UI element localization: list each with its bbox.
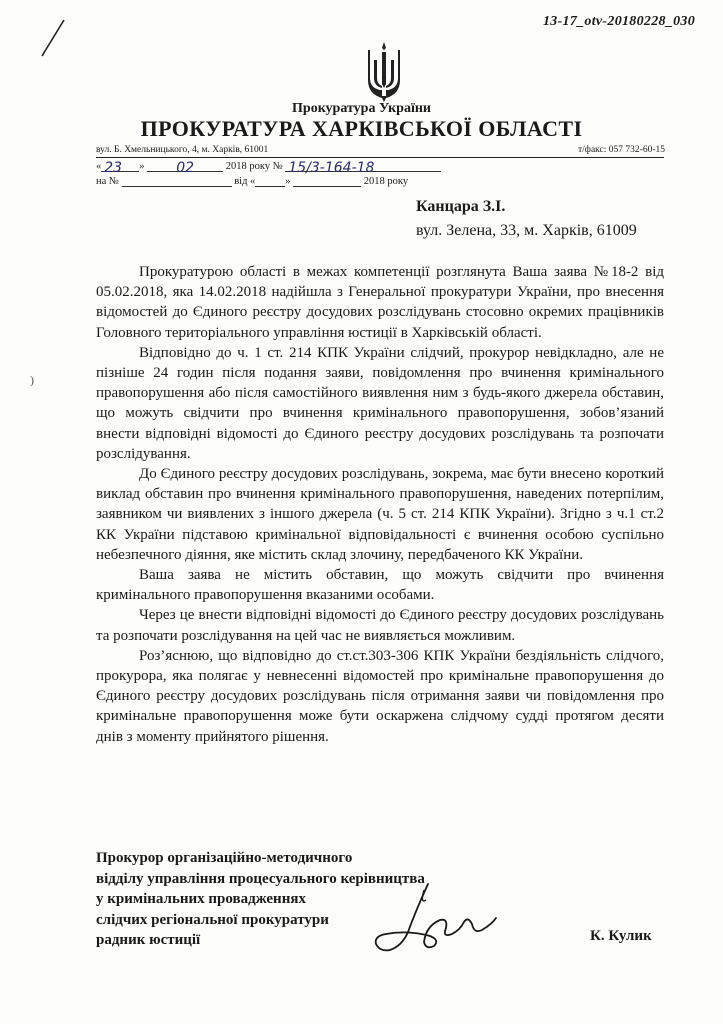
body-paragraph: До Єдиного реєстру досудових розслідувань, зокрема, має бути внесено короткий виклад обставин про вчинення кримінального правопорушення, наведених потерпілим, заявником чи виявлених з іншого джерела (ч. 5 ст. 214 КПК України). Згідно з ч.1 ст.2 КК України підставою кримінальної відповідальності є вчинення особою суспільно небезпечного діяння, яке містить склад злочину, передбаченого КК України. [96,466,664,563]
incoming-year-label: 2018 року [363,176,409,187]
outgoing-day: 23 [101,160,139,172]
body-paragraph: Ваша заява не містить обставин, що можуть свідчити про вчинення кримінального правопорушення вказаними особами. [96,567,664,604]
body-paragraph: Через це внести відповідні відомості до Єдиного реєстру досудових розслідувань та розпочати розслідування на цей час не виявляється можливим. [96,607,664,644]
trident-emblem-icon [364,40,404,102]
incoming-day-blank [255,175,285,187]
open-quote: « [96,161,102,172]
office-name: ПРОКУРАТУРА ХАРКІВСЬКОЇ ОБЛАСТІ [140,116,583,141]
body-paragraph: Прокуратурою області в межах компетенції розглянута Ваша заява №18-2 від 05.02.2018, яка 14.02.2018 надійшла з Генеральної прокуратури України, про внесення відомостей до Єдиного реєстру досудових розслідувань стосовно окремих працівників Головного територіального управління юстиції в Харківській області. [96,264,664,341]
header-rule [96,157,664,158]
incoming-close-quote: » [285,176,291,187]
signatory-line: відділу управління процесуального керівництва [96,870,425,887]
incoming-number-blank [122,175,232,187]
close-quote: » [139,161,145,172]
signatory-line: Прокурор організаційно-методичного [96,850,353,866]
letter-body [96,262,664,747]
incoming-date-label: від « [234,176,256,187]
signatory-line: у кримінальних провадженнях [96,891,306,907]
incoming-registration [96,175,408,187]
incoming-month-blank [293,175,361,187]
body-paragraph: Роз’яснюю, що відповідно до ст.ст.303-306 КПК України бездіяльність слідчого, прокурора, яка полягає у невнесенні відомостей про кримінальне правопорушення до Єдиного реєстру досудових розслідувань після отримання заяви чи повідомлення про кримінальне правопорушення може бути оскаржена слідчому судді протягом десяти днів з моменту прийнятого рішення. [96,647,664,745]
agency-name: Прокуратура України [292,101,431,116]
recipient-name: Канцара З.І. [416,198,506,215]
recipient-address: вул. Зелена, 33, м. Харків, 61009 [416,222,637,239]
office-address: вул. Б. Хмельницького, 4, м. Харків, 61001 [96,145,269,155]
outgoing-registration [96,160,441,176]
outgoing-number: 15/3-164-18 [285,160,441,172]
signatory-line: радник юстиції [96,932,201,948]
margin-mark: ) [30,373,34,387]
incoming-number-label: на № [96,176,119,187]
reference-code: 13-17_otv-20180228_030 [542,14,695,29]
pen-mark [38,18,68,58]
handwritten-signature [368,880,518,960]
office-phone-fax: т/факс: 057 732-60-15 [578,145,665,155]
outgoing-year-label: 2018 року № [225,161,283,172]
outgoing-month: 02 [147,160,223,172]
signatory-line: слідчих регіональної прокуратури [96,911,329,928]
body-paragraph: Відповідно до ч. 1 ст. 214 КПК України слідчий, прокурор невідкладно, але не пізніше 24 годин після подання заяви, повідомлення про вчинення кримінального правопорушення або після самостійного виявлення ним з будь-якого джерела обставин, що можуть свідчити про вчинення кримінального правопорушення, зобов’язаний внести відповідні відомості до Єдиного реєстру досудових розслідувань та розпочати розслідування. [96,344,664,462]
signer-name: К. Кулик [590,928,652,944]
